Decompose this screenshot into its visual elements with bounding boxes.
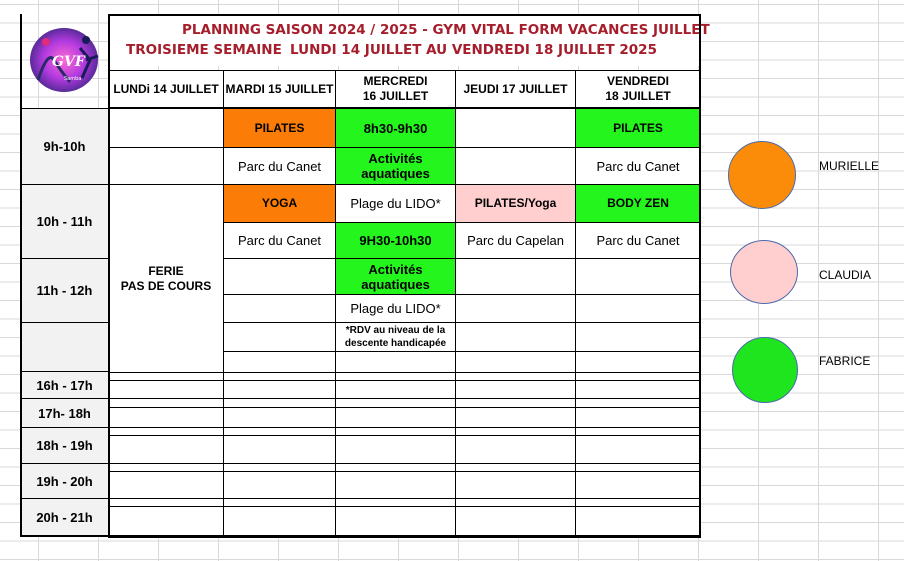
friday-pilates-place bbox=[575, 147, 701, 185]
legend-swatch-murielle bbox=[728, 141, 796, 209]
thursday-slot bbox=[455, 147, 576, 185]
day-label: MERCREDI 16 JUILLET bbox=[362, 74, 429, 103]
legend-label-claudia: CLAUDIA bbox=[819, 268, 872, 282]
time-label: 17h- 18h bbox=[38, 405, 91, 421]
time-16-17 bbox=[20, 371, 109, 399]
tuesday-slot bbox=[223, 294, 336, 323]
time-18-19 bbox=[20, 427, 109, 464]
day-header-thursday bbox=[455, 70, 576, 108]
title-block bbox=[108, 14, 710, 66]
evening-slot bbox=[223, 407, 336, 429]
evening-slot bbox=[223, 435, 336, 464]
wednesday-time1 bbox=[335, 108, 456, 148]
time-label: 18h - 19h bbox=[36, 438, 93, 453]
time-label: 10h - 11h bbox=[36, 214, 93, 229]
holiday-cell bbox=[108, 184, 224, 373]
evening-slot bbox=[223, 506, 336, 538]
place-label: Parc du Canet bbox=[237, 158, 322, 174]
day-label: LUNDi 14 JUILLET bbox=[113, 81, 219, 96]
wednesday-time2 bbox=[335, 222, 456, 259]
tuesday-pilates-place bbox=[223, 147, 336, 185]
thursday-slot bbox=[455, 351, 576, 373]
gvf-logo bbox=[24, 20, 104, 100]
legend-swatch-fabrice bbox=[732, 337, 798, 403]
friday-pilates bbox=[575, 108, 701, 148]
time-blank bbox=[20, 322, 109, 372]
session-label: Activités aquatiques bbox=[361, 151, 430, 181]
session-label: Activités aquatiques bbox=[361, 261, 430, 292]
evening-slot bbox=[335, 407, 456, 429]
monday-slot bbox=[108, 147, 224, 185]
thursday-pilates-yoga bbox=[455, 184, 576, 223]
friday-slot bbox=[575, 258, 701, 295]
evening-slot bbox=[455, 407, 576, 429]
wednesday-note bbox=[335, 322, 456, 352]
evening-slot bbox=[575, 380, 701, 400]
monday-slot bbox=[108, 108, 224, 148]
time-label: 11h - 12h bbox=[36, 283, 93, 298]
day-header-wednesday bbox=[335, 70, 456, 108]
place-label: Plage du LIDO* bbox=[350, 196, 441, 211]
evening-slot bbox=[575, 407, 701, 429]
date-range: LUNDI 14 JUILLET AU VENDREDI 18 JUILLET 2025 bbox=[290, 42, 657, 58]
tuesday-yoga-place bbox=[223, 222, 336, 259]
evening-slot bbox=[223, 380, 336, 400]
thursday-slot bbox=[455, 108, 576, 148]
wednesday-slot bbox=[335, 351, 456, 373]
session-label: YOGA bbox=[261, 196, 298, 210]
page-title: PLANNING SAISON 2024 / 2025 - GYM VITAL FORM VACANCES JUILLET bbox=[182, 22, 710, 38]
friday-bodyzen bbox=[575, 184, 701, 223]
evening-slot bbox=[108, 407, 224, 429]
time-11-12 bbox=[20, 258, 109, 323]
day-label: JEUDI 17 JUILLET bbox=[463, 81, 568, 96]
thursday-slot bbox=[455, 258, 576, 295]
wednesday-place1 bbox=[335, 184, 456, 223]
wednesday-place2 bbox=[335, 294, 456, 323]
evening-slot bbox=[455, 506, 576, 538]
evening-slot bbox=[575, 435, 701, 464]
friday-slot bbox=[575, 294, 701, 323]
svg-text:GVF: GVF bbox=[52, 54, 85, 70]
holiday-line1: FERIE bbox=[148, 263, 184, 278]
place-label: Parc du Capelan bbox=[467, 233, 564, 248]
friday-slot bbox=[575, 322, 701, 352]
friday-slot bbox=[575, 351, 701, 373]
time-20-21 bbox=[20, 498, 109, 537]
time-label: 19h - 20h bbox=[36, 473, 93, 489]
note-text: *RDV au niveau de la descente handicapée bbox=[344, 325, 447, 349]
tuesday-yoga bbox=[223, 184, 336, 223]
evening-slot bbox=[108, 506, 224, 538]
holiday-line2: PAS DE COURS bbox=[120, 278, 212, 293]
day-header-friday bbox=[575, 70, 701, 108]
day-label: MARDI 15 JUILLET bbox=[225, 81, 334, 96]
time-10-11 bbox=[20, 184, 109, 259]
day-header-tuesday bbox=[223, 70, 336, 108]
evening-slot bbox=[108, 435, 224, 464]
wednesday-activity1 bbox=[335, 147, 456, 185]
day-label: VENDREDI 18 JUILLET bbox=[605, 74, 671, 103]
svg-text:Samba: Samba bbox=[64, 76, 82, 82]
time-19-20 bbox=[20, 463, 109, 499]
evening-slot bbox=[335, 471, 456, 499]
wednesday-activity2 bbox=[335, 258, 456, 295]
legend-label-fabrice: FABRICE bbox=[819, 354, 871, 368]
place-label: Plage du LIDO* bbox=[350, 301, 441, 316]
evening-slot bbox=[108, 380, 224, 400]
evening-slot bbox=[455, 471, 576, 499]
place-label: Parc du Canet bbox=[237, 233, 322, 248]
thursday-slot bbox=[455, 322, 576, 352]
time-label: 9h-10h bbox=[43, 139, 86, 154]
evening-slot bbox=[575, 471, 701, 499]
time-9-10 bbox=[20, 108, 109, 185]
session-label: PILATES bbox=[254, 120, 305, 135]
time-label: 20h - 21h bbox=[36, 510, 93, 525]
time-label: 16h - 17h bbox=[36, 377, 93, 393]
legend-swatch-claudia bbox=[730, 240, 798, 304]
evening-slot bbox=[335, 506, 456, 538]
legend-label-murielle: MURIELLE bbox=[819, 159, 880, 173]
session-time: 8h30-9h30 bbox=[363, 120, 428, 136]
week-label: TROISIEME SEMAINE bbox=[126, 42, 282, 58]
tuesday-pilates bbox=[223, 108, 336, 148]
place-label: Parc du Canet bbox=[596, 233, 680, 248]
tuesday-slot bbox=[223, 322, 336, 352]
thursday-slot bbox=[455, 294, 576, 323]
thursday-place bbox=[455, 222, 576, 259]
session-label: PILATES/Yoga bbox=[474, 196, 557, 210]
friday-bodyzen-place bbox=[575, 222, 701, 259]
session-time: 9H30-10h30 bbox=[359, 233, 432, 248]
time-17-18 bbox=[20, 398, 109, 428]
session-label: BODY ZEN bbox=[607, 196, 669, 210]
evening-slot bbox=[455, 380, 576, 400]
evening-slot bbox=[575, 506, 701, 538]
tuesday-slot bbox=[223, 351, 336, 373]
session-label: PILATES bbox=[613, 120, 663, 135]
evening-slot bbox=[223, 471, 336, 499]
tuesday-slot bbox=[223, 258, 336, 295]
evening-slot bbox=[455, 435, 576, 464]
place-label: Parc du Canet bbox=[596, 158, 680, 174]
evening-slot bbox=[108, 471, 224, 499]
day-header-monday bbox=[108, 70, 224, 108]
evening-slot bbox=[335, 435, 456, 464]
evening-slot bbox=[335, 380, 456, 400]
